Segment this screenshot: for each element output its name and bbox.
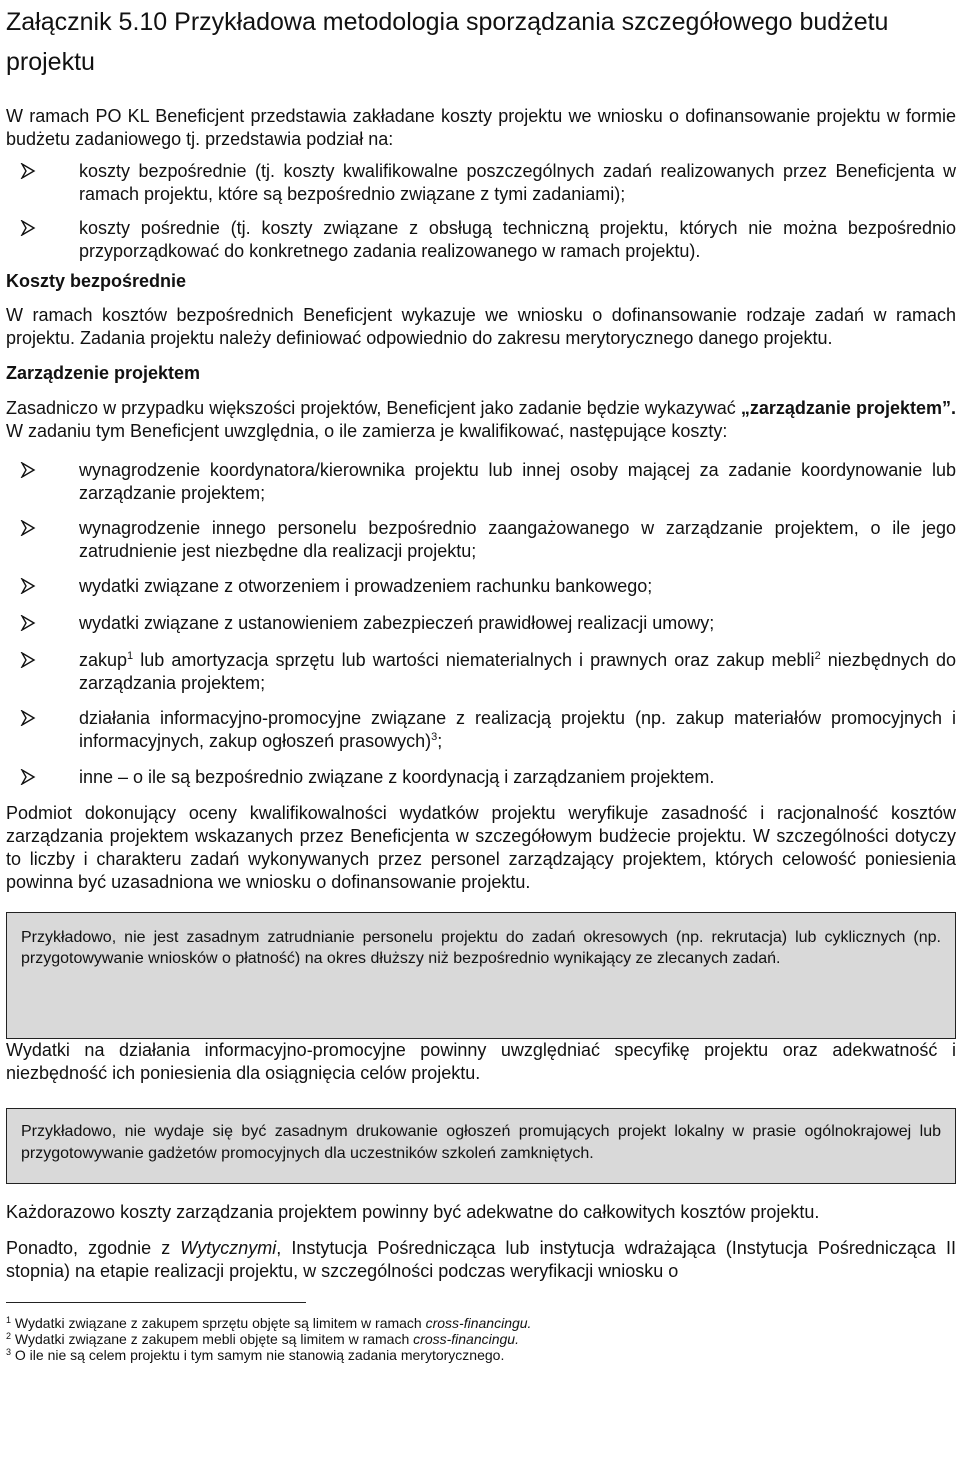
list-item	[6, 575, 956, 598]
list-item	[6, 707, 956, 753]
arrow-bullet-icon	[20, 578, 36, 594]
document-page	[6, 0, 956, 1363]
assessment-paragraph: Podmiot dokonujący oceny kwalifikowalności wydatków projektu weryfikuje zasadność i racjonalność kosztów zarządzania projektem wskazanych przez Beneficjenta w szczegółowym budżecie projektu. W szczególności dotyczy to liczby i charakteru zadań wykonywanych przez personel zarządzający projektem, których celowość poniesienia powinna być uzasadniona we wniosku o dofinansowanie projektu.	[6, 803, 956, 892]
arrow-bullet-icon	[20, 220, 36, 236]
footnotes	[6, 1315, 956, 1363]
management-costs-list	[6, 459, 956, 789]
direct-costs-paragraph: W ramach kosztów bezpośrednich Beneficjent wykazuje we wniosku o dofinansowanie rodzaje zadań w ramach projektu. Zadania projektu należy definiować odpowiednio do zakresu merytorycznego danego projektu.	[6, 305, 956, 348]
list-item	[6, 517, 956, 563]
list-item-text: inne – o ile są bezpośrednio związane z koordynacją i zarządzaniem projektem.	[79, 767, 715, 787]
list-item-text: wydatki związane z ustanowieniem zabezpieczeń prawidłowej realizacji umowy;	[79, 613, 715, 633]
list-item-text: działania informacyjno-promocyjne związane z realizacją projektu (np. zakup materiałów promocyjnych i informacyjnych, zakup ogłoszeń prasowych)$^3$;	[79, 708, 956, 751]
footnote-3: $^3$ O ile nie są celem projektu i tym samym nie stanowią zadania merytorycznego.	[6, 1347, 505, 1363]
footnote-ref-2[interactable]: 2	[814, 650, 821, 662]
example-text: Przykładowo, nie jest zasadnym zatrudnianie personelu projektu do zadań okresowych (np. rekrutacja) lub cyklicznych (np. przygotowywanie wniosków o płatność) na okres dłuższy niż bezpośrednio wynikający ze zlecanych zadań.	[21, 929, 941, 967]
section-heading-management: Zarządzenie projektem	[6, 363, 201, 383]
section-heading-direct-costs: Koszty bezpośrednie	[6, 271, 187, 291]
example-box-staff	[6, 912, 956, 1039]
footnote-ref-1[interactable]: 1	[127, 650, 134, 662]
list-item-text: wydatki związane z otworzeniem i prowadzeniem rachunku bankowego;	[79, 576, 653, 596]
management-paragraph: Zasadniczo w przypadku większości projektów, Beneficjent jako zadanie będzie wykazywać „zarządzanie projektem”. W zadaniu tym Beneficjent uwzględnia, o ile zamierza je kwalifikować, następujące koszty:	[6, 398, 956, 441]
list-item	[6, 217, 956, 263]
list-item-text: koszty bezpośrednie (tj. koszty kwalifikowalne poszczególnych zadań realizowanych przez Beneficjenta w ramach projektu, które są bezpośrednio związane z tymi zadaniami);	[79, 161, 956, 204]
footnote-1: $^1$ Wydatki związane z zakupem sprzętu objęte są limitem w ramach cross-financingu.	[6, 1315, 532, 1331]
arrow-bullet-icon	[20, 769, 36, 785]
list-item-text: wynagrodzenie innego personelu bezpośrednio zaangażowanego w zarządzanie projektem, o ile jego zatrudnienie jest niezbędne dla realizacji projektu;	[79, 518, 956, 561]
promotion-paragraph: Wydatki na działania informacyjno-promocyjne powinny uwzględniać specyfikę projektu oraz adekwatność i niezbędność ich poniesienia dla osiągnięcia celów projektu.	[6, 1040, 956, 1083]
example-box-promotion	[6, 1108, 956, 1184]
intro-paragraph: W ramach PO KL Beneficjent przedstawia zakładane koszty projektu we wniosku o dofinansowanie projektu w formie budżetu zadaniowego tj. przedstawia podział na:	[6, 106, 956, 149]
arrow-bullet-icon	[20, 462, 36, 478]
arrow-bullet-icon	[20, 163, 36, 179]
list-item-text: zakup$^1$ lub amortyzacja sprzętu lub wartości niematerialnych i prawnych oraz zakup mebli$^2$ niezbędnych do zarządzania projektem;	[79, 650, 956, 693]
arrow-bullet-icon	[20, 710, 36, 726]
adequacy-paragraph: Każdorazowo koszty zarządzania projektem powinny być adekwatne do całkowitych kosztów projektu.	[6, 1202, 820, 1222]
footnote-ref-3[interactable]: 3	[431, 731, 438, 743]
footnote-2: $^2$ Wydatki związane z zakupem mebli objęte są limitem w ramach cross-financingu.	[6, 1331, 519, 1347]
list-item	[6, 649, 956, 695]
footnote-separator	[6, 1302, 306, 1303]
list-item	[6, 459, 956, 505]
example-text: Przykładowo, nie wydaje się być zasadnym drukowanie ogłoszeń promujących projekt lokalny w prasie ogólnokrajowej lub przygotowywanie gadżetów promocyjnych dla uczestników szkoleń zamkniętych.	[21, 1123, 941, 1162]
list-item	[6, 160, 956, 206]
guidelines-paragraph: Ponadto, zgodnie z Wytycznymi, Instytucja Pośrednicząca lub instytucja wdrażająca (Instytucja Pośrednicząca II stopnia) na etapie realizacji projektu, w szczególności podczas weryfikacji wniosku o	[6, 1238, 956, 1281]
list-item	[6, 766, 956, 789]
page-title: Załącznik 5.10 Przykładowa metodologia sporządzania szczegółowego budżetu projektu	[6, 8, 889, 76]
arrow-bullet-icon	[20, 652, 36, 668]
arrow-bullet-icon	[20, 615, 36, 631]
list-item	[6, 612, 956, 635]
arrow-bullet-icon	[20, 520, 36, 536]
list-item-text: koszty pośrednie (tj. koszty związane z obsługą techniczną projektu, których nie można bezpośrednio przyporządkować do konkretnego zadania realizowanego w ramach projektu).	[79, 218, 956, 261]
cost-types-list	[6, 160, 956, 263]
list-item-text: wynagrodzenie koordynatora/kierownika projektu lub innej osoby mającej za zadanie koordynowanie lub zarządzanie projektem;	[79, 460, 956, 503]
